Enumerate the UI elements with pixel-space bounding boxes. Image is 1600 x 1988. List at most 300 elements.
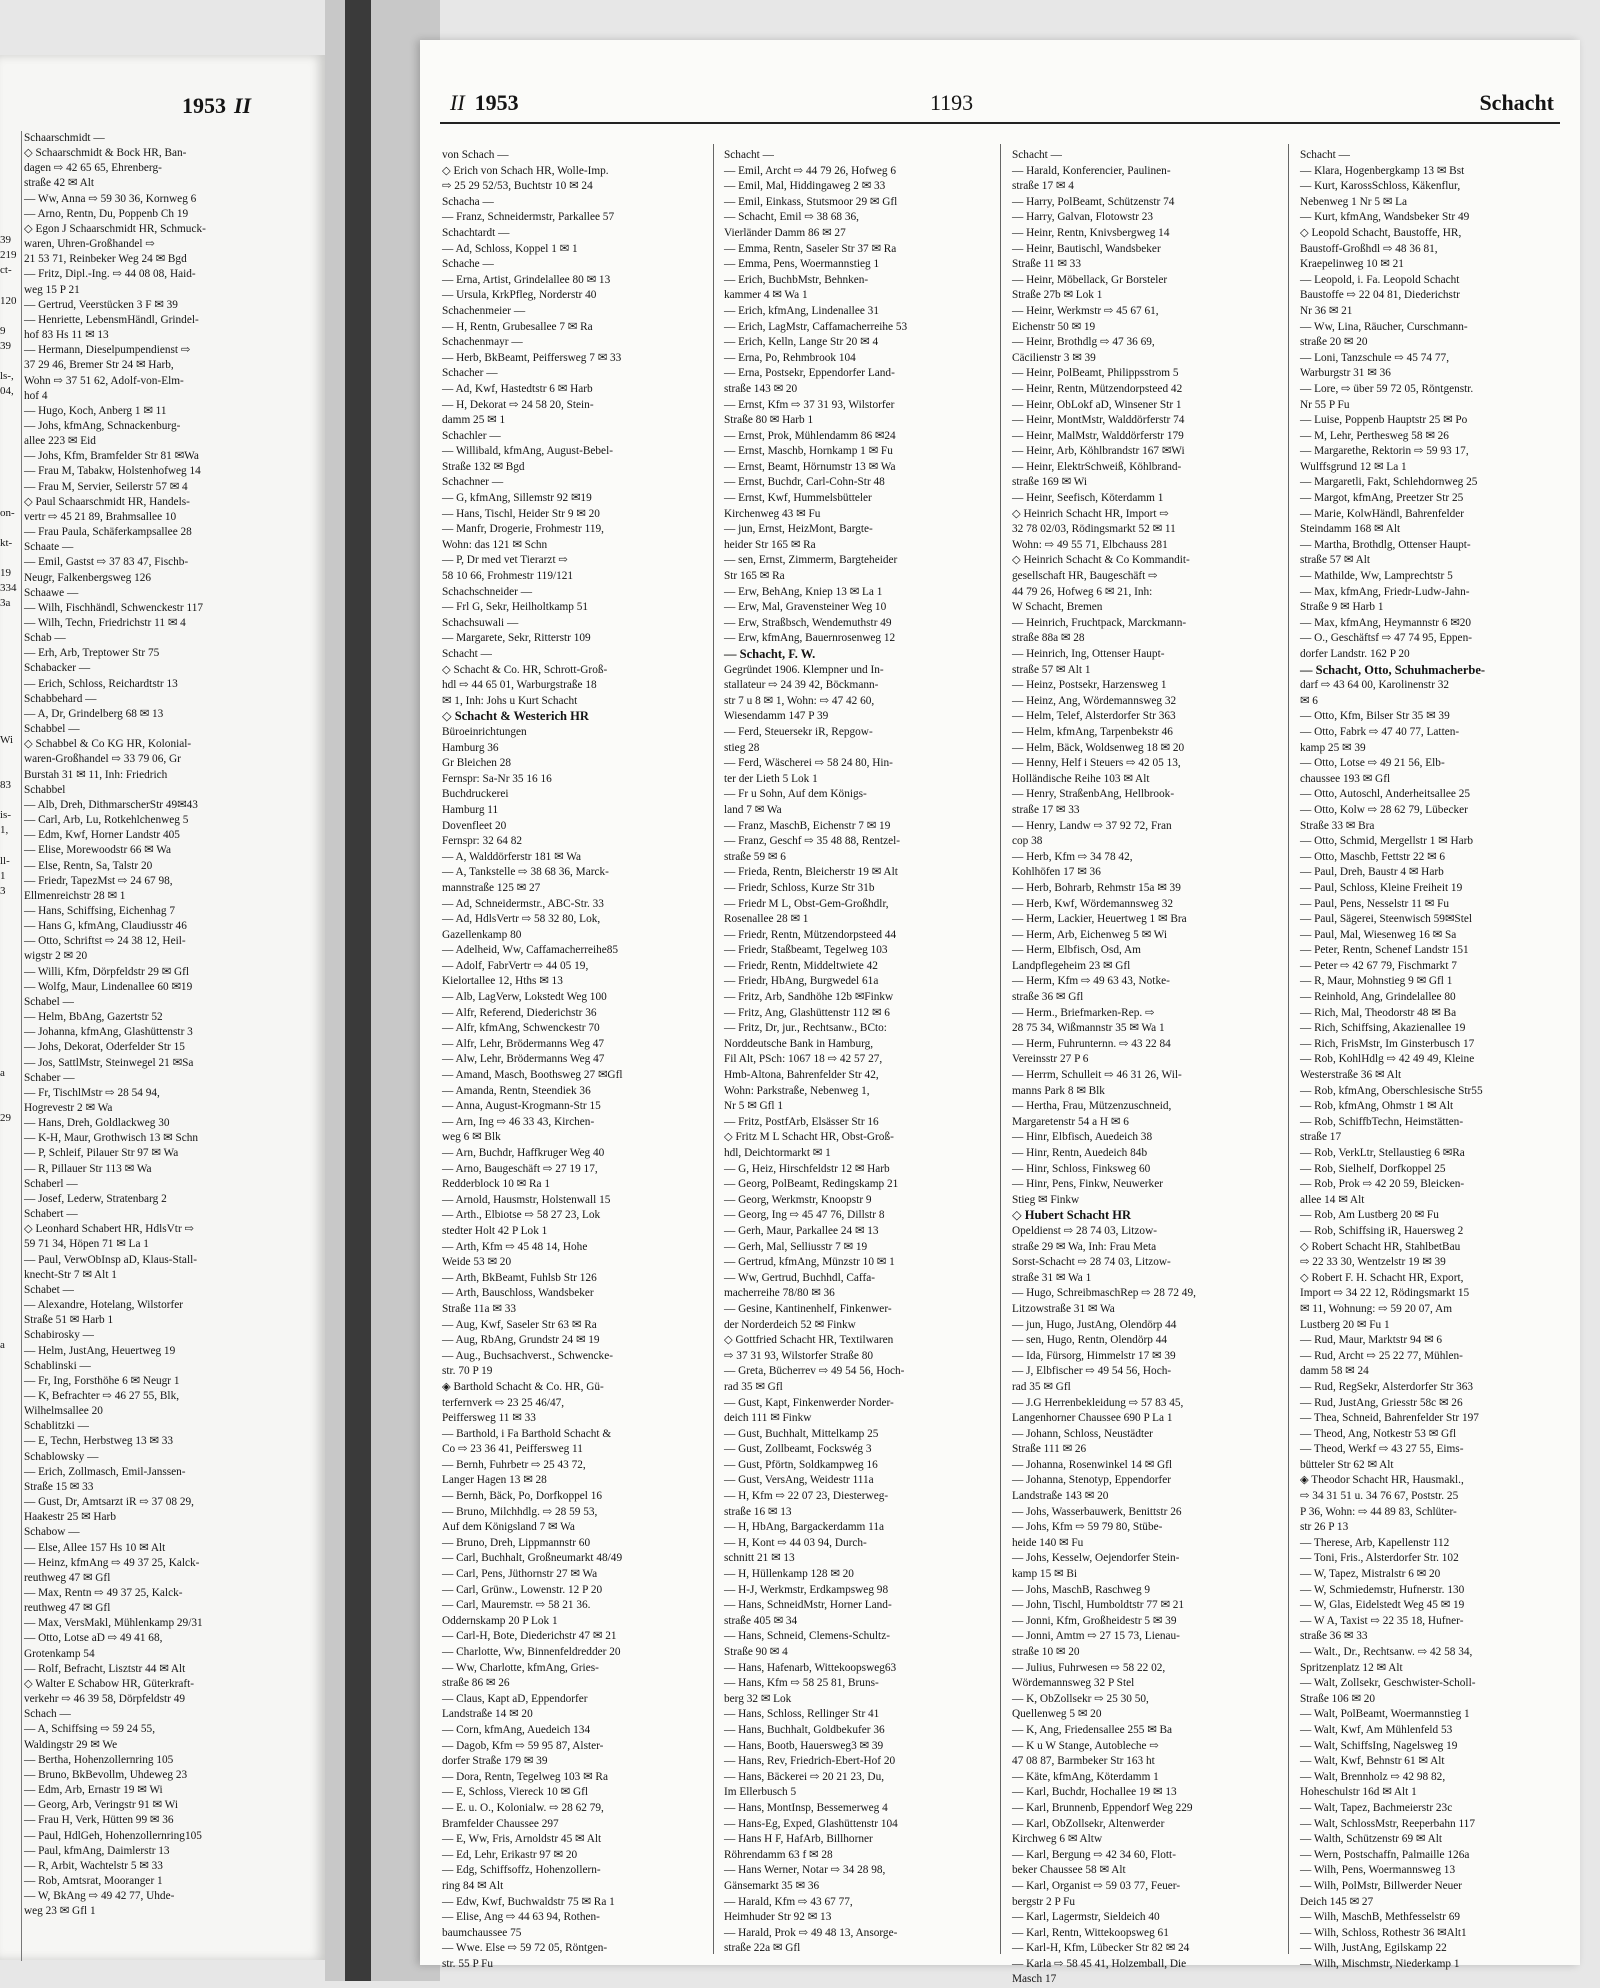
directory-entry: — Peter, Rentn, Schenef Landstr 151	[1300, 944, 1469, 957]
directory-entry: — Fr, TischlMstr ⇨ 28 54 94,	[24, 1086, 160, 1099]
directory-entry: — Walt., Dr., Rechtsanw. ⇨ 42 58 34,	[1300, 1646, 1473, 1658]
margin-fragment	[0, 1217, 22, 1232]
directory-entry: — Frau M, Tabakw, Holstenhofweg 14	[24, 465, 201, 478]
directory-entry: — Kurt, kfmAng, Wandsbeker Str 49	[1300, 211, 1470, 224]
directory-entry: straße 405 ✉ 34	[724, 1614, 798, 1627]
directory-entry: ◇ Leopold Schacht, Baustoffe, HR,	[1300, 226, 1462, 239]
directory-entry: — Edw, Kwf, Buchwaldstr 75 ✉ Ra 1	[442, 1895, 615, 1908]
directory-entry: — Hans, Rev, Friedrich-Ebert-Hof 20	[724, 1755, 896, 1768]
directory-entry: — Carl, Grünw., Lowenstr. 12 P 20	[442, 1583, 603, 1596]
directory-entry: — Karl, Bergung ⇨ 42 34 60, Flott-	[1012, 1848, 1176, 1861]
directory-entry: — Rob, Schiffsing iR, Hauersweg 2	[1300, 1224, 1464, 1237]
directory-entry: Fernspr: 32 64 82	[442, 835, 523, 848]
directory-entry: — Johs, Kfm ⇨ 59 79 80, Stübe-	[1012, 1521, 1163, 1534]
directory-entry: straße 29 ✉ Wa, Inh: Frau Meta	[1012, 1240, 1157, 1253]
margin-fragment	[0, 990, 22, 1005]
directory-entry: Weide 53 ✉ 20	[442, 1256, 512, 1269]
directory-entry: Gr Bleichen 28	[442, 757, 512, 770]
directory-entry: — Carl, Mauremstr. ⇨ 58 21 36.	[442, 1599, 591, 1612]
directory-entry: ◇ Erich von Schach HR, Wolle-Imp.	[442, 164, 609, 177]
directory-entry: — A, Walddörferstr 181 ✉ Wa	[442, 850, 582, 863]
directory-entry: Wohn: das 121 ✉ Schn	[442, 538, 548, 551]
directory-entry: Fernspr: Sa-Nr 35 16 16	[442, 772, 552, 785]
directory-entry: — Karla ⇨ 58 45 41, Holzemball, Die	[1012, 1957, 1187, 1970]
directory-entry: ◇ Gottfried Schacht HR, Textilwaren	[724, 1334, 894, 1347]
directory-entry: Cäcilienstr 3 ✉ 39	[1012, 351, 1096, 364]
directory-entry: — Rob, kfmAng, Ohmstr 1 ✉ Alt	[1300, 1100, 1454, 1113]
directory-entry: — Herb, Kfm ⇨ 34 78 42,	[1012, 850, 1133, 863]
directory-entry: ring 84 ✉ Alt	[442, 1879, 504, 1892]
margin-fragment	[0, 1641, 22, 1656]
directory-entry: — Frieda, Rentn, Bleicherstr 19 ✉ Alt	[724, 866, 898, 879]
directory-entry: chaussee 193 ✉ Gfl	[1300, 772, 1391, 785]
directory-entry: — Fritz, Dr, jur., Rechtsanw., BCto:	[724, 1022, 887, 1035]
directory-entry: Hoheschulstr 16d ✉ Alt 1	[1300, 1786, 1417, 1799]
directory-entry: — Otto, Lotse aD ⇨ 49 41 68,	[24, 1632, 163, 1645]
directory-entry: Neugr, Falkenbergsweg 126	[24, 571, 152, 584]
directory-entry: — Wolfg, Maur, Lindenallee 60 ✉19	[24, 980, 193, 993]
directory-entry: — Henny, Helf i Steuers ⇨ 42 05 13,	[1012, 757, 1181, 770]
directory-entry: — Frau M, Servier, Seilerstr 57 ✉ 4	[24, 480, 188, 493]
directory-entry: — E, Ww, Fris, Arnoldstr 45 ✉ Alt	[442, 1833, 602, 1846]
directory-entry: — M, Lehr, Perthesweg 58 ✉ 26	[1300, 429, 1449, 442]
directory-entry: — Heinr, ObLokf aD, Winsener Str 1	[1012, 398, 1182, 411]
directory-entry: Str 165 ✉ Ra	[724, 570, 785, 583]
directory-entry: — Hinr, Elbfisch, Auedeich 38	[1012, 1131, 1153, 1144]
margin-fragment	[0, 929, 22, 944]
margin-fragment	[0, 702, 22, 717]
directory-entry: ◈ Theodor Schacht HR, Hausmakl.,	[1300, 1474, 1464, 1487]
directory-entry: ◇ Schabbel & Co KG HR, Kolonial-	[24, 738, 192, 751]
directory-entry: — Gust, Kapt, Finkenwerder Norder-	[724, 1396, 894, 1409]
surname-heading: Schachenmayr —	[442, 336, 523, 349]
directory-entry: — Heinr, MalMstr, Walddörferstr 179	[1012, 429, 1184, 442]
directory-entry: — Heinz, Ang, Wördemannsweg 32	[1012, 694, 1177, 707]
directory-entry: — Carl, Pens, Jüthornstr 27 ✉ Wa	[442, 1568, 598, 1581]
surname-heading: Schachsuwali —	[442, 616, 519, 629]
directory-entry: — Ww, Charlotte, kfmAng, Gries-	[442, 1661, 599, 1674]
directory-entry: bütteler Str 62 ✉ Alt	[1300, 1458, 1394, 1471]
directory-entry: — Frau H, Verk, Hütten 99 ✉ 36	[24, 1814, 174, 1827]
directory-entry: 58 10 66, Frohmestr 119/121	[442, 570, 574, 583]
directory-entry: allee 223 ✉ Eid	[24, 435, 96, 448]
directory-entry: — O., Geschäftsf ⇨ 47 74 95, Eppen-	[1300, 632, 1472, 645]
directory-entry: — R, Arbit, Wachtelstr 5 ✉ 33	[24, 1859, 163, 1872]
directory-entry: — Adelheid, Ww, Caffamacherreihe85	[442, 944, 619, 957]
directory-entry: — Hans G, kfmAng, Claudiusstr 46	[24, 920, 187, 933]
margin-fragment	[0, 1187, 22, 1202]
directory-entry: — Arn, Ing ⇨ 46 33 43, Kirchen-	[442, 1115, 595, 1128]
directory-entry: str. 55 P Fu	[442, 1957, 494, 1970]
header-rule	[440, 122, 1560, 124]
margin-fragment	[0, 1444, 22, 1459]
directory-entry: Nr 55 P Fu	[1300, 398, 1350, 411]
directory-entry: — H, Kfm ⇨ 22 07 23, Diesterweg-	[724, 1490, 889, 1503]
directory-entry: 59 71 34, Höpen 71 ✉ La 1	[24, 1238, 149, 1251]
directory-entry: Schabbel	[24, 783, 66, 796]
directory-entry: — Else, Allee 157 Hs 10 ✉ Alt	[24, 1541, 166, 1554]
margin-fragment	[0, 1475, 22, 1490]
directory-entry: — Frl G, Sekr, Heilholtkamp 51	[442, 601, 589, 614]
directory-entry: — Max, kfmAng, Heymannstr 6 ✉20	[1300, 616, 1472, 629]
directory-entry: — Heinr, Möbellack, Gr Borsteler	[1012, 273, 1168, 286]
margin-fragment: 29	[0, 1112, 11, 1125]
directory-entry: — Therese, Arb, Kapellenstr 112	[1300, 1536, 1450, 1549]
directory-entry: — Franz, Geschf ⇨ 35 48 88, Rentzel-	[724, 835, 901, 848]
directory-entry: — Barthold, i Fa Barthold Schacht &	[442, 1427, 612, 1440]
directory-entry: Kraepelinweg 10 ✉ 21	[1300, 258, 1404, 271]
directory-entry: ✉ 6	[1300, 694, 1318, 707]
directory-entry: — Arth, Bauschloss, Wandsbeker	[442, 1287, 594, 1300]
directory-entry: rad 35 ✉ Gfl	[1012, 1380, 1071, 1393]
margin-fragment: 3a	[0, 597, 11, 610]
directory-entry: — Heinr, Rentn, Mützendorpsteed 42	[1012, 382, 1183, 395]
directory-entry: der Norderdeich 52 ✉ Finkw	[724, 1318, 856, 1331]
directory-entry: straße 59 ✉ 6	[724, 850, 786, 863]
directory-entry: — Alb, LagVerw, Lokstedt Weg 100	[442, 991, 607, 1004]
directory-entry: — Walth, Schützenstr 69 ✉ Alt	[1300, 1833, 1443, 1846]
directory-entry: ◇ Fritz M L Schacht HR, Obst-Groß-	[724, 1131, 894, 1144]
directory-entry: — Erna, Po, Rehmbrook 104	[724, 351, 856, 364]
directory-entry: weg 23 ✉ Gfl 1	[24, 1905, 96, 1918]
directory-entry: — sen, Hugo, Rentn, Olendörp 44	[1012, 1334, 1168, 1347]
directory-entry: ◇ Egon J Schaarschmidt HR, Schmuck-	[24, 222, 206, 235]
directory-entry: Wohn: Parkstraße, Nebenweg 1,	[724, 1084, 870, 1097]
directory-entry: — Gust, Dr, Amtsarzt iR ⇨ 37 08 29,	[24, 1496, 194, 1509]
margin-fragment	[0, 1096, 22, 1111]
surname-heading: Schachner —	[442, 476, 504, 489]
directory-entry: — Gertrud, Veerstücken 3 F ✉ 39	[24, 298, 178, 311]
directory-entry: straße 20 ✉ 20	[1300, 336, 1368, 349]
directory-entry: — Otto, Lotse ⇨ 49 21 56, Elb-	[1300, 757, 1445, 770]
directory-entry: — Rob, SchiffbTechn, Heimstätten-	[1300, 1115, 1464, 1128]
directory-entry: — Gesine, Kantinenhelf, Finkenwer-	[724, 1302, 892, 1315]
directory-entry: Kirchweg 6 ✉ Altw	[1012, 1833, 1103, 1846]
margin-fragment	[0, 1581, 22, 1596]
directory-entry: — Ad, Kwf, Hastedtstr 6 ✉ Harb	[442, 382, 593, 395]
directory-entry: stedter Holt 42 P Lok 1	[442, 1224, 548, 1237]
directory-entry: — Lore, ⇨ über 59 72 05, Röntgenstr.	[1300, 382, 1474, 395]
directory-entry: — Friedr M L, Obst-Gem-Großhdlr,	[724, 897, 889, 910]
directory-entry: — Rob, Prok ⇨ 42 20 59, Bleicken-	[1300, 1178, 1465, 1191]
margin-fragment	[0, 1035, 22, 1050]
directory-entry: — E. u. O., Kolonialw. ⇨ 28 62 79,	[442, 1801, 604, 1814]
directory-entry: ✉ 1, Inh: Johs u Kurt Schacht	[442, 694, 578, 707]
directory-entry: Vereinsstr 27 P 6	[1012, 1053, 1089, 1066]
directory-entry: — Julius, Fuhrwesen ⇨ 58 22 02,	[1012, 1661, 1166, 1674]
directory-entry: — Hans H F, HafArb, Billhorner	[724, 1833, 873, 1846]
directory-entry: — Ad, HdlsVertr ⇨ 58 32 80, Lok,	[442, 913, 601, 926]
directory-entry: — Ida, Fürsorg, Himmelstr 17 ✉ 39	[1012, 1349, 1176, 1362]
directory-entry: — J.G Herrenbekleidung ⇨ 57 83 45,	[1012, 1396, 1184, 1409]
directory-entry: — Emil, Mal, Hiddingaweg 2 ✉ 33	[724, 180, 886, 193]
directory-entry: — Karl, Lagermstr, Sieldeich 40	[1012, 1911, 1160, 1924]
directory-entry: — P, Dr med vet Tierarzt ⇨	[442, 554, 568, 567]
directory-entry: — Margarethe, Rektorin ⇨ 59 93 17,	[1300, 445, 1469, 458]
directory-entry: — Paul, VerwObInsp aD, Klaus-Stall-	[24, 1253, 197, 1266]
directory-entry: — Heinz, kfmAng ⇨ 49 37 25, Kalck-	[24, 1556, 200, 1569]
surname-heading: Schacht —	[1012, 149, 1062, 161]
directory-entry: straße 143 ✉ 20	[724, 382, 798, 395]
directory-entry: Stieg ✉ Finkw	[1012, 1193, 1080, 1206]
directory-entry: Import ⇨ 34 22 12, Rödingsmarkt 15	[1300, 1287, 1470, 1300]
margin-fragment	[0, 1172, 22, 1187]
directory-entry: — Henriette, LebensmHändl, Grindel-	[24, 313, 199, 326]
directory-entry: — H, Rentn, Grubesallee 7 ✉ Ra	[442, 320, 593, 333]
directory-entry: — Bertha, Hohenzollernring 105	[24, 1753, 174, 1766]
directory-entry: — Schacht, Otto, Schuhmacherbe-	[1300, 662, 1486, 677]
directory-entry: hof 83 Hs 11 ✉ 13	[24, 329, 109, 342]
directory-entry: — Bernh, Fuhrbetr ⇨ 25 43 72,	[442, 1458, 586, 1471]
directory-entry: — Wilh, Schloss, Rothestr 36 ✉Alt1	[1300, 1926, 1467, 1939]
directory-entry: — Walt, SchlossMstr, Reeperbahn 117	[1300, 1817, 1475, 1830]
directory-entry: — Fritz, Arb, Sandhöhe 12b ✉Finkw	[724, 991, 894, 1004]
directory-entry: — Johann, Schloss, Neustädter	[1012, 1427, 1153, 1440]
directory-entry: — Hans, Schloss, Rellinger Str 41	[724, 1708, 880, 1721]
directory-entry: — Heinr, Brothdlg ⇨ 47 36 69,	[1012, 336, 1155, 349]
margin-fragment	[0, 445, 22, 460]
directory-entry: straße 16 ✉ 13	[724, 1505, 792, 1518]
margin-fragment	[0, 1399, 22, 1414]
directory-entry: — Georg, PolBeamt, Redingskamp 21	[724, 1178, 899, 1191]
directory-entry: ter der Lieth 5 Lok 1	[724, 772, 818, 785]
directory-entry: — Herb, BkBeamt, Peiffersweg 7 ✉ 33	[442, 351, 622, 364]
surname-heading: Schaberl —	[24, 1177, 78, 1190]
directory-entry: — Theod, Ang, Notkestr 53 ✉ Gfl	[1300, 1427, 1457, 1440]
directory-entry: — Amand, Masch, Boothsweg 27 ✉Gfl	[442, 1069, 623, 1082]
margin-fragment	[0, 490, 22, 505]
margin-fragment: a	[0, 1066, 5, 1079]
directory-entry: — Johs, Wasserbauwerk, Benittstr 26	[1012, 1505, 1182, 1518]
margin-fragment	[0, 1520, 22, 1535]
surname-heading: Schab —	[24, 632, 66, 645]
directory-entry: — G, Heiz, Hirschfeldstr 12 ✉ Harb	[724, 1162, 890, 1175]
directory-entry: Nebenweg 1 Nr 5 ✉ La	[1300, 195, 1408, 208]
directory-entry: — Fritz, Ang, Glashüttenstr 112 ✉ 6	[724, 1006, 890, 1019]
directory-entry: — Heinz, Postsekr, Harzensweg 1	[1012, 679, 1167, 692]
directory-entry: Straße 51 ✉ Harb 1	[24, 1314, 114, 1327]
directory-entry: — Walt, Tapez, Bachmeierstr 23c	[1300, 1801, 1453, 1814]
directory-entry: — H, HbAng, Bargackerdamm 11a	[724, 1521, 884, 1534]
directory-entry: Langenhorner Chaussee 690 P La 1	[1012, 1412, 1173, 1425]
directory-entry: — Herb, Bohrarb, Rehmstr 15a ✉ 39	[1012, 881, 1181, 894]
directory-entry: ◇ Hubert Schacht HR	[1012, 1208, 1131, 1223]
directory-entry: — Wilh, JustAng, Egilskamp 22	[1300, 1942, 1447, 1955]
directory-entry: — Hans, SchneidMstr, Horner Land-	[724, 1599, 892, 1612]
directory-entry: Hmb-Altona, Bahrenfelder Str 42,	[724, 1069, 879, 1082]
directory-entry: — Leopold, i. Fa. Leopold Schacht	[1300, 273, 1460, 286]
directory-entry: — Ww, Lina, Räucher, Curschmann-	[1300, 320, 1468, 333]
directory-entry: 44 79 26, Hofweg 6 ✉ 21, Inh:	[1012, 585, 1153, 598]
directory-entry: Nr 36 ✉ 21	[1300, 304, 1353, 317]
directory-entry: — Elise, Morewoodstr 66 ✉ Wa	[24, 844, 172, 857]
directory-entry: Straße 27b ✉ Lok 1	[1012, 289, 1103, 302]
directory-entry: — Rob, VerkLtr, Stellaustieg 6 ✉Ra	[1300, 1147, 1465, 1159]
directory-entry: — Johs, Kesselw, Oejendorfer Stein-	[1012, 1552, 1180, 1565]
directory-entry: darf ⇨ 43 64 00, Karolinenstr 32	[1300, 679, 1450, 692]
directory-entry: — Otto, Maschb, Fettstr 22 ✉ 6	[1300, 850, 1446, 863]
directory-entry: macherreihe 78/80 ✉ 36	[724, 1287, 835, 1300]
directory-entry: — Harald, Konferencier, Paulinen-	[1012, 164, 1171, 177]
directory-entry: Quellenweg 5 ✉ 20	[1012, 1708, 1102, 1721]
directory-entry: Wulffsgrund 12 ✉ La 1	[1300, 460, 1407, 473]
directory-entry: weg 15 P 21	[24, 283, 80, 296]
margin-fragment	[0, 521, 22, 536]
surname-heading: Schachler —	[442, 429, 501, 442]
right-roman: II	[450, 90, 465, 115]
directory-column-2	[724, 148, 992, 1957]
directory-entry: — W, BkAng ⇨ 49 42 77, Uhde-	[24, 1890, 175, 1903]
directory-entry: — Friedr, TapezMst ⇨ 24 67 98,	[24, 874, 173, 887]
directory-entry: — Emma, Pens, Woermannstieg 1	[724, 258, 880, 271]
directory-entry: straße 36 ✉ Gfl	[1012, 991, 1084, 1004]
directory-entry: — Dagob, Kfm ⇨ 59 95 87, Alster-	[442, 1739, 604, 1752]
margin-fragment	[0, 1505, 22, 1520]
directory-entry: Straße 106 ✉ 20	[1300, 1692, 1376, 1705]
directory-entry: — Paul, Schloss, Kleine Freiheit 19	[1300, 881, 1463, 894]
directory-entry: — Rolf, Befracht, Lisztstr 44 ✉ Alt	[24, 1662, 186, 1675]
directory-entry: vertr ⇨ 45 21 89, Brahmsallee 10	[24, 510, 177, 523]
directory-entry: — Hans, Schiffsing, Eichenhag 7	[24, 904, 176, 917]
directory-entry: — Helm, kfmAng, Tarpenbekstr 46	[1012, 725, 1173, 738]
surname-heading: Schaber —	[24, 1071, 75, 1084]
directory-entry: — Heinr, Rentn, Knivsbergweg 14	[1012, 226, 1170, 239]
margin-fragment: a	[0, 1339, 5, 1352]
directory-entry: — Emma, Rentn, Saseler Str 37 ✉ Ra	[724, 242, 897, 255]
directory-entry: — Heinr, ElektrSchweiß, Köhlbrand-	[1012, 460, 1182, 473]
directory-entry: — Georg, Ing ⇨ 45 47 76, Dillstr 8	[724, 1209, 885, 1222]
margin-fragment: Wi	[0, 733, 13, 746]
margin-fragment: 3	[0, 885, 6, 898]
directory-entry: Fil Alt, PSch: 1067 18 ⇨ 42 57 27,	[724, 1053, 883, 1066]
directory-entry: straße 10 ✉ 20	[1012, 1646, 1080, 1658]
directory-entry: kammer 4 ✉ Wa 1	[724, 289, 808, 302]
directory-entry: — Paul, Pens, Nesselstr 11 ✉ Fu	[1300, 897, 1450, 910]
margin-fragment: 1	[0, 869, 6, 882]
surname-heading: Schabbehard —	[24, 692, 97, 705]
directory-entry: — W A, Taxist ⇨ 22 35 18, Hufner-	[1300, 1614, 1464, 1627]
directory-entry: — Loni, Tanzschule ⇨ 45 74 77,	[1300, 351, 1450, 364]
margin-fragment	[0, 914, 22, 929]
directory-entry: damm 25 ✉ 1	[442, 414, 506, 427]
directory-entry: ◇ Paul Schaarschmidt HR, Handels-	[24, 495, 190, 508]
directory-entry: — Josef, Lederw, Stratenbarg 2	[24, 1192, 167, 1205]
directory-entry: — Luise, Poppenb Hauptstr 25 ✉ Po	[1300, 414, 1468, 427]
surname-heading: Schacht —	[1300, 149, 1350, 161]
directory-entry: — Walt, Kwf, Behnstr 61 ✉ Alt	[1300, 1755, 1445, 1768]
directory-entry: Straße 90 ✉ 4	[724, 1646, 788, 1658]
directory-entry: — Claus, Kapt aD, Eppendorfer	[442, 1692, 588, 1705]
margin-fragment: ls-,	[0, 370, 14, 383]
margin-fragment	[0, 460, 22, 475]
directory-entry: — Bruno, BkBevollm, Uhdeweg 23	[24, 1768, 188, 1781]
directory-entry: Redderblock 10 ✉ Ra 1	[442, 1178, 550, 1191]
surname-heading: Schacht —	[442, 648, 492, 660]
directory-entry: — Henry, Landw ⇨ 37 92 72, Fran	[1012, 819, 1172, 832]
directory-entry: — Erw, kfmAng, Bauernrosenweg 12	[724, 632, 896, 645]
directory-entry: — A, Schiffsing ⇨ 59 24 55,	[24, 1723, 156, 1736]
directory-entry: ◇ Leonhard Schabert HR, HdlsVtr ⇨	[24, 1223, 194, 1236]
directory-entry: — Gerh, Mal, Selliusstr 7 ✉ 19	[724, 1240, 868, 1253]
directory-entry: deich 111 ✉ Finkw	[724, 1412, 812, 1425]
directory-entry: — Klara, Hogenbergkamp 13 ✉ Bst	[1300, 164, 1465, 177]
directory-entry: ⇨ 25 29 52/53, Buchtstr 10 ✉ 24	[442, 180, 593, 193]
directory-entry: Straße 111 ✉ 26	[1012, 1443, 1087, 1456]
surname-heading: Schabet —	[24, 1283, 74, 1296]
directory-entry: Waldingstr 29 ✉ We	[24, 1738, 118, 1751]
directory-entry: — Hans Werner, Notar ⇨ 34 28 98,	[724, 1864, 886, 1877]
margin-fragment: is-	[0, 809, 11, 822]
directory-entry: — Alexandre, Hotelang, Wilstorfer	[24, 1299, 184, 1312]
directory-entry: — Wilh, Pens, Woermannsweg 13	[1300, 1864, 1456, 1877]
directory-entry: — K-H, Maur, Grothwisch 13 ✉ Schn	[24, 1132, 199, 1145]
directory-entry: — Gust, Buchhalt, Mittelkamp 25	[724, 1427, 879, 1440]
margin-fragment: 219	[0, 249, 17, 262]
directory-entry: — sen, Ernst, Zimmerm, Bargteheider	[724, 554, 898, 567]
margin-fragment	[0, 1020, 22, 1035]
directory-entry: — Erna, Artist, Grindelallee 80 ✉ 13	[442, 273, 611, 286]
margin-fragment	[0, 1308, 22, 1323]
directory-entry: — W, Glas, Eidelstedt Weg 45 ✉ 19	[1300, 1599, 1465, 1612]
margin-fragment: 1,	[0, 824, 9, 837]
left-roman: II	[234, 93, 252, 118]
directory-entry: — Erich, BuchbMstr, Behnken-	[724, 273, 869, 286]
margin-fragment	[0, 672, 22, 687]
directory-entry: — Paul, Mal, Wiesenweg 16 ✉ Sa	[1300, 928, 1457, 941]
directory-entry: Buchdruckerei	[442, 788, 509, 801]
directory-entry: — Heinr, Werkmstr ⇨ 45 67 61,	[1012, 304, 1159, 317]
directory-entry: Holländische Reihe 103 ✉ Alt	[1012, 772, 1150, 785]
directory-entry: Büroeinrichtungen	[442, 725, 527, 738]
directory-entry: — Hans, Kfm ⇨ 58 25 81, Bruns-	[724, 1677, 879, 1690]
margin-fragment	[0, 1565, 22, 1580]
margin-fragment	[0, 945, 22, 960]
directory-entry: Gazellenkamp 80	[442, 928, 522, 941]
margin-fragment	[0, 309, 22, 324]
directory-entry: hdl ⇨ 44 65 01, Warburgstraße 18	[442, 679, 597, 692]
directory-entry: 28 75 34, Wißmannstr 35 ✉ Wa 1	[1012, 1022, 1165, 1035]
margin-fragment	[0, 354, 22, 369]
margin-fragment: 39	[0, 339, 11, 352]
directory-entry: baumchaussee 75	[442, 1926, 522, 1939]
directory-entry: dorfer Landstr. 162 P 20	[1300, 648, 1410, 660]
margin-fragment	[0, 1384, 22, 1399]
directory-entry: — Hans-Eg, Exped, Glashüttenstr 104	[724, 1817, 898, 1830]
directory-entry: Westerstraße 36 ✉ Alt	[1300, 1069, 1402, 1082]
directory-entry: Wilhelmsallee 20	[24, 1405, 103, 1418]
directory-entry: — H, Hüllenkamp 128 ✉ 20	[724, 1568, 854, 1581]
surname-heading: Schaarschmidt —	[24, 132, 105, 144]
directory-entry: — Otto, Autoschl, Anderheitsallee 25	[1300, 788, 1471, 801]
directory-entry: — K, Befrachter ⇨ 46 27 55, Blk,	[24, 1389, 180, 1402]
directory-entry: heider Str 165 ✉ Ra	[724, 538, 816, 551]
directory-entry: ⇨ 22 33 30, Wentzelstr 19 ✉ 39	[1300, 1256, 1446, 1269]
directory-entry: Kohlhöfen 17 ✉ 36	[1012, 866, 1101, 879]
directory-entry: — Emil, Einkass, Stutsmoor 29 ✉ Gfl	[724, 195, 898, 208]
margin-fragment	[0, 1656, 22, 1671]
directory-entry: — Rob, KohlHdlg ⇨ 42 49 49, Kleine	[1300, 1053, 1475, 1066]
directory-entry: — Helm, JustAng, Heuertweg 19	[24, 1344, 176, 1357]
surname-heading: Schaawe —	[24, 586, 79, 599]
directory-entry: Haakestr 25 ✉ Harb	[24, 1511, 116, 1524]
directory-entry: — Carl, Arb, Lu, Rotkehlchenweg 5	[24, 814, 189, 827]
directory-entry: — R, Maur, Mohnstieg 9 ✉ Gfl 1	[1300, 975, 1453, 988]
directory-entry: Straße 11a ✉ 33	[442, 1302, 516, 1315]
directory-entry: — Arn, Buchdr, Haffkruger Weg 40	[442, 1147, 605, 1159]
directory-entry: — Schacht, F. W.	[724, 647, 816, 661]
directory-entry: — Erw, Straßbsch, Wendemuthstr 49	[724, 616, 892, 629]
margin-fragment	[0, 1081, 22, 1096]
